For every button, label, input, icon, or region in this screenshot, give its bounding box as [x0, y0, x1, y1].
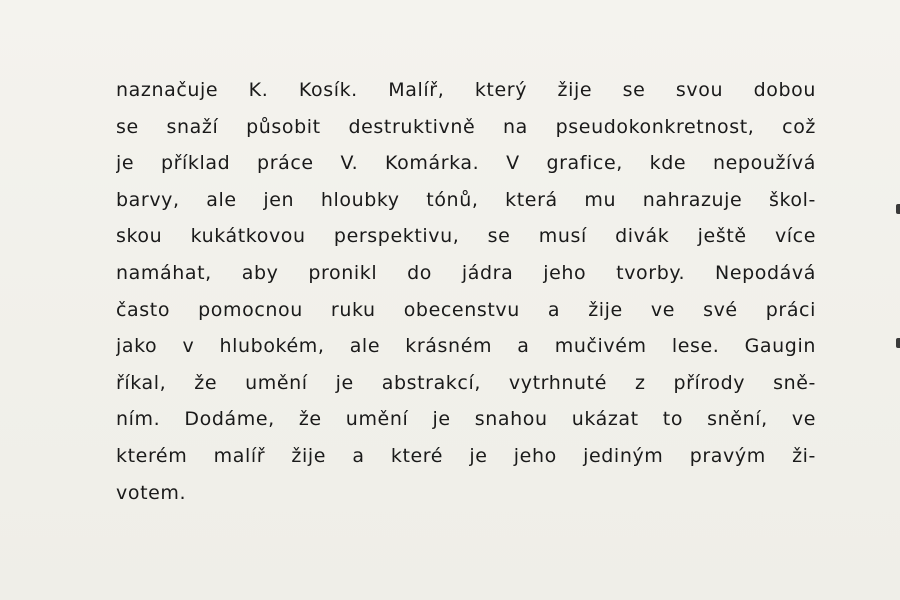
text-line-12: votem. [116, 481, 187, 504]
text-line-2: se snaží působit destruktivně na pseudokonkretnost, což [116, 115, 816, 138]
binding-hole-mark [896, 338, 900, 348]
text-line-3: je příklad práce V. Komárka. V grafice, kde nepoužívá [116, 152, 816, 175]
text-line-9: říkal, že umění je abstrakcí, vytrhnuté z přírody sně- [116, 371, 816, 394]
text-line-8: jako v hlubokém, ale krásném a mučivém lese. Gaugin [116, 335, 816, 358]
text-line-11: kterém malíř žije a které je jeho jediným pravým ži- [116, 444, 816, 467]
text-line-6: namáhat, aby pronikl do jádra jeho tvorby. Nepodává [116, 261, 816, 284]
text-line-1: naznačuje K. Kosík. Malíř, který žije se svou dobou [116, 79, 816, 101]
body-paragraph [116, 72, 816, 511]
binding-hole-mark [896, 204, 900, 214]
text-line-4: barvy, ale jen hloubky tónů, která mu nahrazuje škol- [116, 188, 816, 211]
text-line-10: ním. Dodáme, že umění je snahou ukázat to snění, ve [116, 408, 816, 431]
text-line-5: skou kukátkovou perspektivu, se musí divák ještě více [116, 225, 816, 248]
text-line-7: často pomocnou ruku obecenstvu a žije ve své práci [116, 298, 816, 321]
